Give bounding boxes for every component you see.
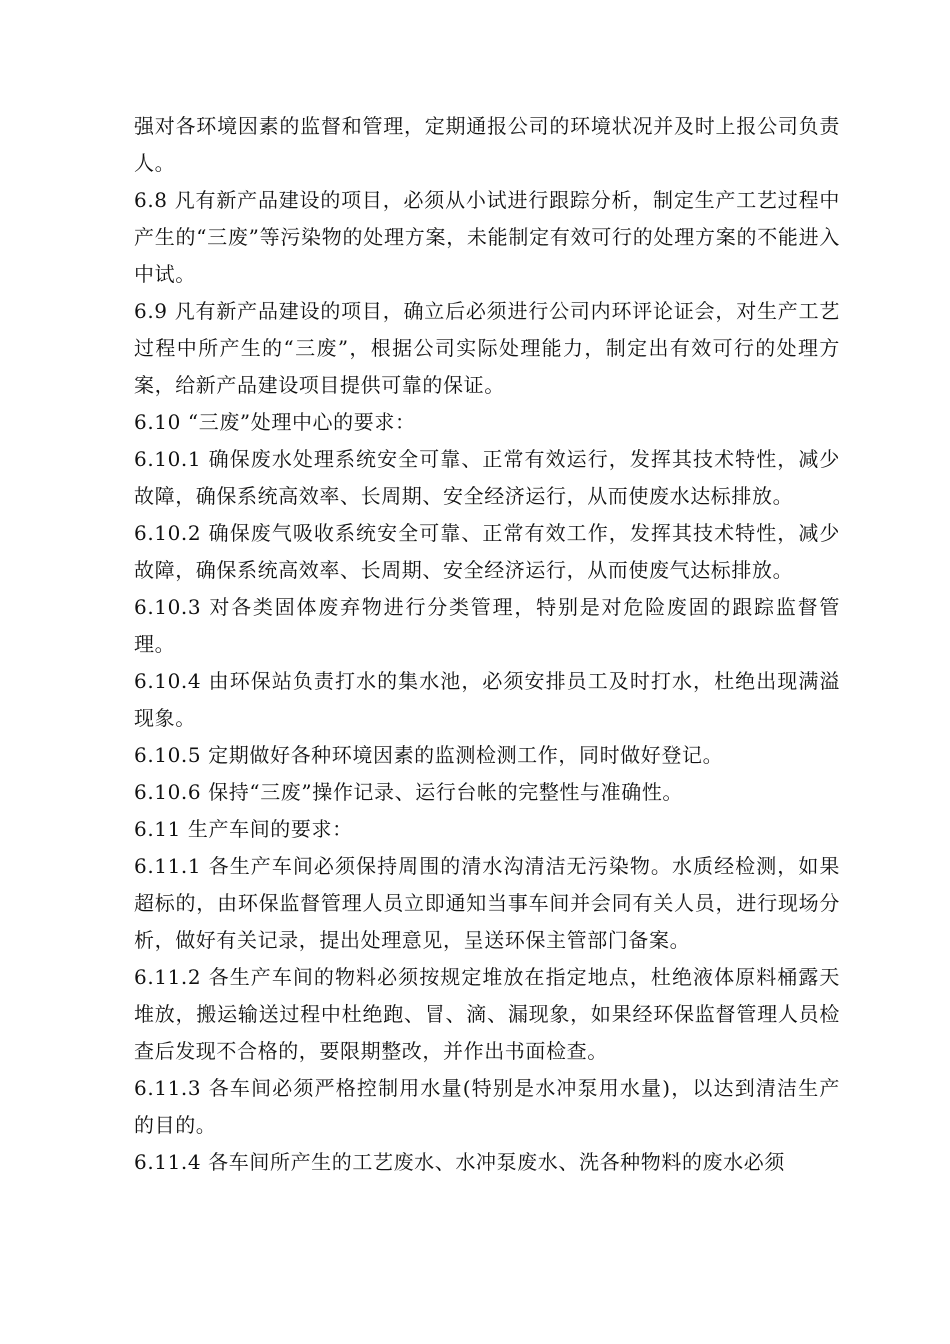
document-body (134, 108, 840, 1181)
paragraph-6-10-1: 6.10.1 确保废水处理系统安全可靠、正常有效运行，发挥其技术特性，减少故障，确保系统高效率、长周期、安全经济运行，从而使废水达标排放。 (134, 447, 840, 508)
paragraph-6-8: 6.8 凡有新产品建设的项目，必须从小试进行跟踪分析，制定生产工艺过程中产生的“三废”等污染物的处理方案，未能制定有效可行的处理方案的不能进入中试。 (134, 188, 840, 286)
paragraph-6-11-1: 6.11.1 各生产车间必须保持周围的清水沟清洁无污染物。水质经检测，如果超标的，由环保监督管理人员立即通知当事车间并会同有关人员，进行现场分析，做好有关记录，提出处理意见，呈送环保主管部门备案。 (134, 854, 840, 952)
paragraph-6-10-4: 6.10.4 由环保站负责打水的集水池，必须安排员工及时打水，杜绝出现满溢现象。 (134, 669, 840, 730)
paragraph-6-10-3: 6.10.3 对各类固体废弃物进行分类管理，特别是对危险废固的跟踪监督管理。 (134, 595, 840, 656)
paragraph-6-11-4: 6.11.4 各车间所产生的工艺废水、水冲泵废水、洗各种物料的废水必须 (134, 1150, 785, 1174)
paragraph-6-10-2: 6.10.2 确保废气吸收系统安全可靠、正常有效工作，发挥其技术特性，减少故障，确保系统高效率、长周期、安全经济运行，从而使废气达标排放。 (134, 521, 840, 582)
paragraph-6-9: 6.9 凡有新产品建设的项目，确立后必须进行公司内环评论证会，对生产工艺过程中所产生的“三废”，根据公司实际处理能力，制定出有效可行的处理方案，给新产品建设项目提供可靠的保证。 (134, 299, 840, 397)
paragraph-continuation: 强对各环境因素的监督和管理，定期通报公司的环境状况并及时上报公司负责人。 (134, 114, 840, 175)
paragraph-6-10-6: 6.10.6 保持“三废”操作记录、运行台帐的完整性与准确性。 (134, 780, 684, 804)
paragraph-6-11-2: 6.11.2 各生产车间的物料必须按规定堆放在指定地点，杜绝液体原料桶露天堆放，搬运输送过程中杜绝跑、冒、滴、漏现象，如果经环保监督管理人员检查后发现不合格的，要限期整改，并作出书面检查。 (134, 965, 840, 1063)
paragraph-6-10-5: 6.10.5 定期做好各种环境因素的监测检测工作，同时做好登记。 (134, 743, 724, 767)
paragraph-6-11-3: 6.11.3 各车间必须严格控制用水量(特别是水冲泵用水量)，以达到清洁生产的目的。 (134, 1076, 840, 1137)
paragraph-6-11: 6.11 生产车间的要求： (134, 817, 353, 841)
paragraph-6-10: 6.10 “三废”处理中心的要求： (134, 410, 416, 434)
